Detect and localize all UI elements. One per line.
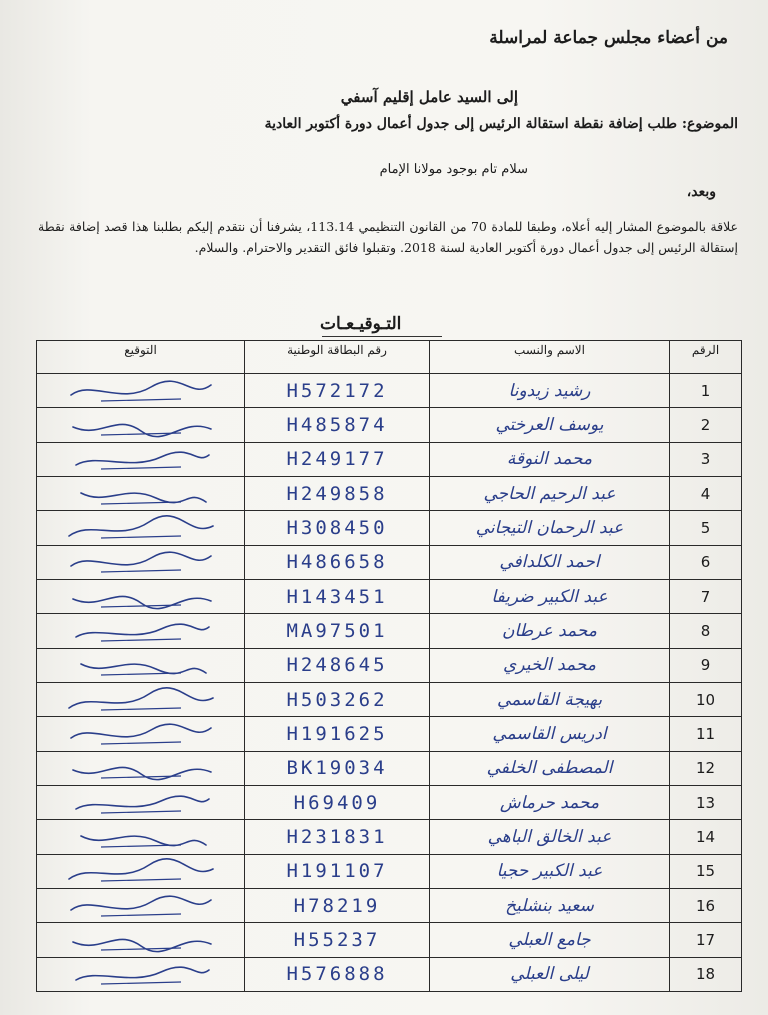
signatures-title: التـوقيـعـات bbox=[320, 314, 402, 334]
national-id: H248645 bbox=[245, 648, 430, 682]
national-id: H485874 bbox=[245, 408, 430, 442]
column-header-id: رقم البطاقة الوطنية bbox=[245, 341, 430, 374]
national-id: H249177 bbox=[245, 442, 430, 476]
member-name: عبد الكبير حجيا bbox=[430, 854, 670, 888]
member-name: محمد النوقة bbox=[430, 442, 670, 476]
table-row bbox=[37, 820, 742, 854]
row-number: 11 bbox=[670, 717, 742, 751]
handwritten-signature bbox=[37, 785, 245, 819]
column-header-number: الرقم bbox=[670, 341, 742, 374]
row-number: 2 bbox=[670, 408, 742, 442]
body-paragraph: علاقة بالموضوع المشار إليه أعلاه، وطبقا للمادة 70 من القانون التنظيمي 113.14، يشرفنا أن نتقدم إليكم بطلبنا هذا قصد إضافة نقطة إستقالة الرئيس إلى جدول أعمال دورة أكتوبر العادية لسنة 2018. وتقبلوا فائق التقدير والاحترام. والسلام. bbox=[38, 219, 738, 255]
table-row bbox=[37, 888, 742, 922]
table-row bbox=[37, 854, 742, 888]
member-name: ليلى العبلي bbox=[430, 957, 670, 991]
table-row bbox=[37, 614, 742, 648]
signature-scribble-icon bbox=[61, 787, 221, 819]
table-row bbox=[37, 374, 742, 408]
national-id: H308450 bbox=[245, 511, 430, 545]
national-id: H572172 bbox=[245, 374, 430, 408]
signature-scribble-icon bbox=[61, 890, 221, 922]
national-id: H143451 bbox=[245, 579, 430, 613]
member-name: محمد عرطان bbox=[430, 614, 670, 648]
table-row bbox=[37, 579, 742, 613]
handwritten-signature bbox=[37, 614, 245, 648]
handwritten-signature bbox=[37, 854, 245, 888]
handwritten-signature bbox=[37, 374, 245, 408]
row-number: 15 bbox=[670, 854, 742, 888]
member-name: يوسف العرختي bbox=[430, 408, 670, 442]
table-row bbox=[37, 476, 742, 510]
signatures-table bbox=[36, 340, 742, 992]
national-id: H191625 bbox=[245, 717, 430, 751]
table-row bbox=[37, 648, 742, 682]
signature-scribble-icon bbox=[61, 409, 221, 441]
handwritten-signature bbox=[37, 820, 245, 854]
row-number: 16 bbox=[670, 888, 742, 922]
signature-scribble-icon bbox=[61, 581, 221, 613]
handwritten-signature bbox=[37, 408, 245, 442]
member-name: عبد الرحمان التيجاني bbox=[430, 511, 670, 545]
member-name: احمد الكلدافي bbox=[430, 545, 670, 579]
row-number: 8 bbox=[670, 614, 742, 648]
table-row bbox=[37, 717, 742, 751]
opening-word: وبعد، bbox=[686, 184, 716, 200]
signature-scribble-icon bbox=[61, 684, 221, 716]
table-row bbox=[37, 751, 742, 785]
member-name: عبد الخالق الباهي bbox=[430, 820, 670, 854]
handwritten-signature bbox=[37, 442, 245, 476]
member-name: رشيد زيدونا bbox=[430, 374, 670, 408]
signature-scribble-icon bbox=[61, 512, 221, 544]
table-row bbox=[37, 442, 742, 476]
member-name: المصطفى الخلفي bbox=[430, 751, 670, 785]
signature-scribble-icon bbox=[61, 443, 221, 475]
signature-scribble-icon bbox=[61, 478, 221, 510]
member-name: محمد حرماش bbox=[430, 785, 670, 819]
national-id: H78219 bbox=[245, 888, 430, 922]
table-row bbox=[37, 785, 742, 819]
subject-line: الموضوع: طلب إضافة نقطة استقالة الرئيس إلى جدول أعمال دورة أكتوبر العادية bbox=[264, 116, 738, 132]
table-row bbox=[37, 408, 742, 442]
handwritten-signature bbox=[37, 579, 245, 613]
column-header-signature: التوقيع bbox=[37, 341, 245, 374]
signature-scribble-icon bbox=[61, 649, 221, 681]
handwritten-signature bbox=[37, 648, 245, 682]
signature-scribble-icon bbox=[61, 546, 221, 578]
handwritten-signature bbox=[37, 476, 245, 510]
column-header-name: الاسم والنسب bbox=[430, 341, 670, 374]
row-number: 9 bbox=[670, 648, 742, 682]
handwritten-signature bbox=[37, 545, 245, 579]
table-row bbox=[37, 923, 742, 957]
national-id: MA97501 bbox=[245, 614, 430, 648]
greeting-line: سلام تام بوجود مولانا الإمام bbox=[379, 162, 528, 177]
national-id: H486658 bbox=[245, 545, 430, 579]
table-header-row bbox=[37, 341, 742, 374]
handwritten-signature bbox=[37, 751, 245, 785]
title-underline bbox=[322, 336, 442, 337]
member-name: جامع العبلي bbox=[430, 923, 670, 957]
row-number: 18 bbox=[670, 957, 742, 991]
row-number: 17 bbox=[670, 923, 742, 957]
signature-scribble-icon bbox=[61, 821, 221, 853]
member-name: ادريس القاسمي bbox=[430, 717, 670, 751]
national-id: H191107 bbox=[245, 854, 430, 888]
row-number: 13 bbox=[670, 785, 742, 819]
handwritten-signature bbox=[37, 717, 245, 751]
handwritten-signature bbox=[37, 923, 245, 957]
sender-line: من أعضاء مجلس جماعة لمراسلة bbox=[489, 28, 728, 48]
row-number: 4 bbox=[670, 476, 742, 510]
signature-scribble-icon bbox=[61, 752, 221, 784]
signature-scribble-icon bbox=[61, 718, 221, 750]
national-id: H249858 bbox=[245, 476, 430, 510]
signature-scribble-icon bbox=[61, 924, 221, 956]
national-id: H503262 bbox=[245, 682, 430, 716]
addressee-line: إلى السيد عامل إقليم آسفي bbox=[340, 88, 518, 106]
handwritten-signature bbox=[37, 682, 245, 716]
member-name: عبد الرحيم الحاجي bbox=[430, 476, 670, 510]
row-number: 5 bbox=[670, 511, 742, 545]
member-name: محمد الخيري bbox=[430, 648, 670, 682]
row-number: 10 bbox=[670, 682, 742, 716]
row-number: 6 bbox=[670, 545, 742, 579]
handwritten-signature bbox=[37, 888, 245, 922]
row-number: 7 bbox=[670, 579, 742, 613]
member-name: سعيد بنشليخ bbox=[430, 888, 670, 922]
national-id: H55237 bbox=[245, 923, 430, 957]
signature-scribble-icon bbox=[61, 375, 221, 407]
row-number: 1 bbox=[670, 374, 742, 408]
signature-scribble-icon bbox=[61, 615, 221, 647]
handwritten-signature bbox=[37, 511, 245, 545]
national-id: H576888 bbox=[245, 957, 430, 991]
national-id: H69409 bbox=[245, 785, 430, 819]
national-id: BK19034 bbox=[245, 751, 430, 785]
table-row bbox=[37, 957, 742, 991]
handwritten-signature bbox=[37, 957, 245, 991]
row-number: 3 bbox=[670, 442, 742, 476]
row-number: 14 bbox=[670, 820, 742, 854]
table-row bbox=[37, 511, 742, 545]
table-row bbox=[37, 682, 742, 716]
table-row bbox=[37, 545, 742, 579]
member-name: بهيجة القاسمي bbox=[430, 682, 670, 716]
national-id: H231831 bbox=[245, 820, 430, 854]
member-name: عبد الكبير ضريفا bbox=[430, 579, 670, 613]
signature-scribble-icon bbox=[61, 958, 221, 990]
signatures-table-body bbox=[37, 374, 742, 992]
signature-scribble-icon bbox=[61, 855, 221, 887]
row-number: 12 bbox=[670, 751, 742, 785]
